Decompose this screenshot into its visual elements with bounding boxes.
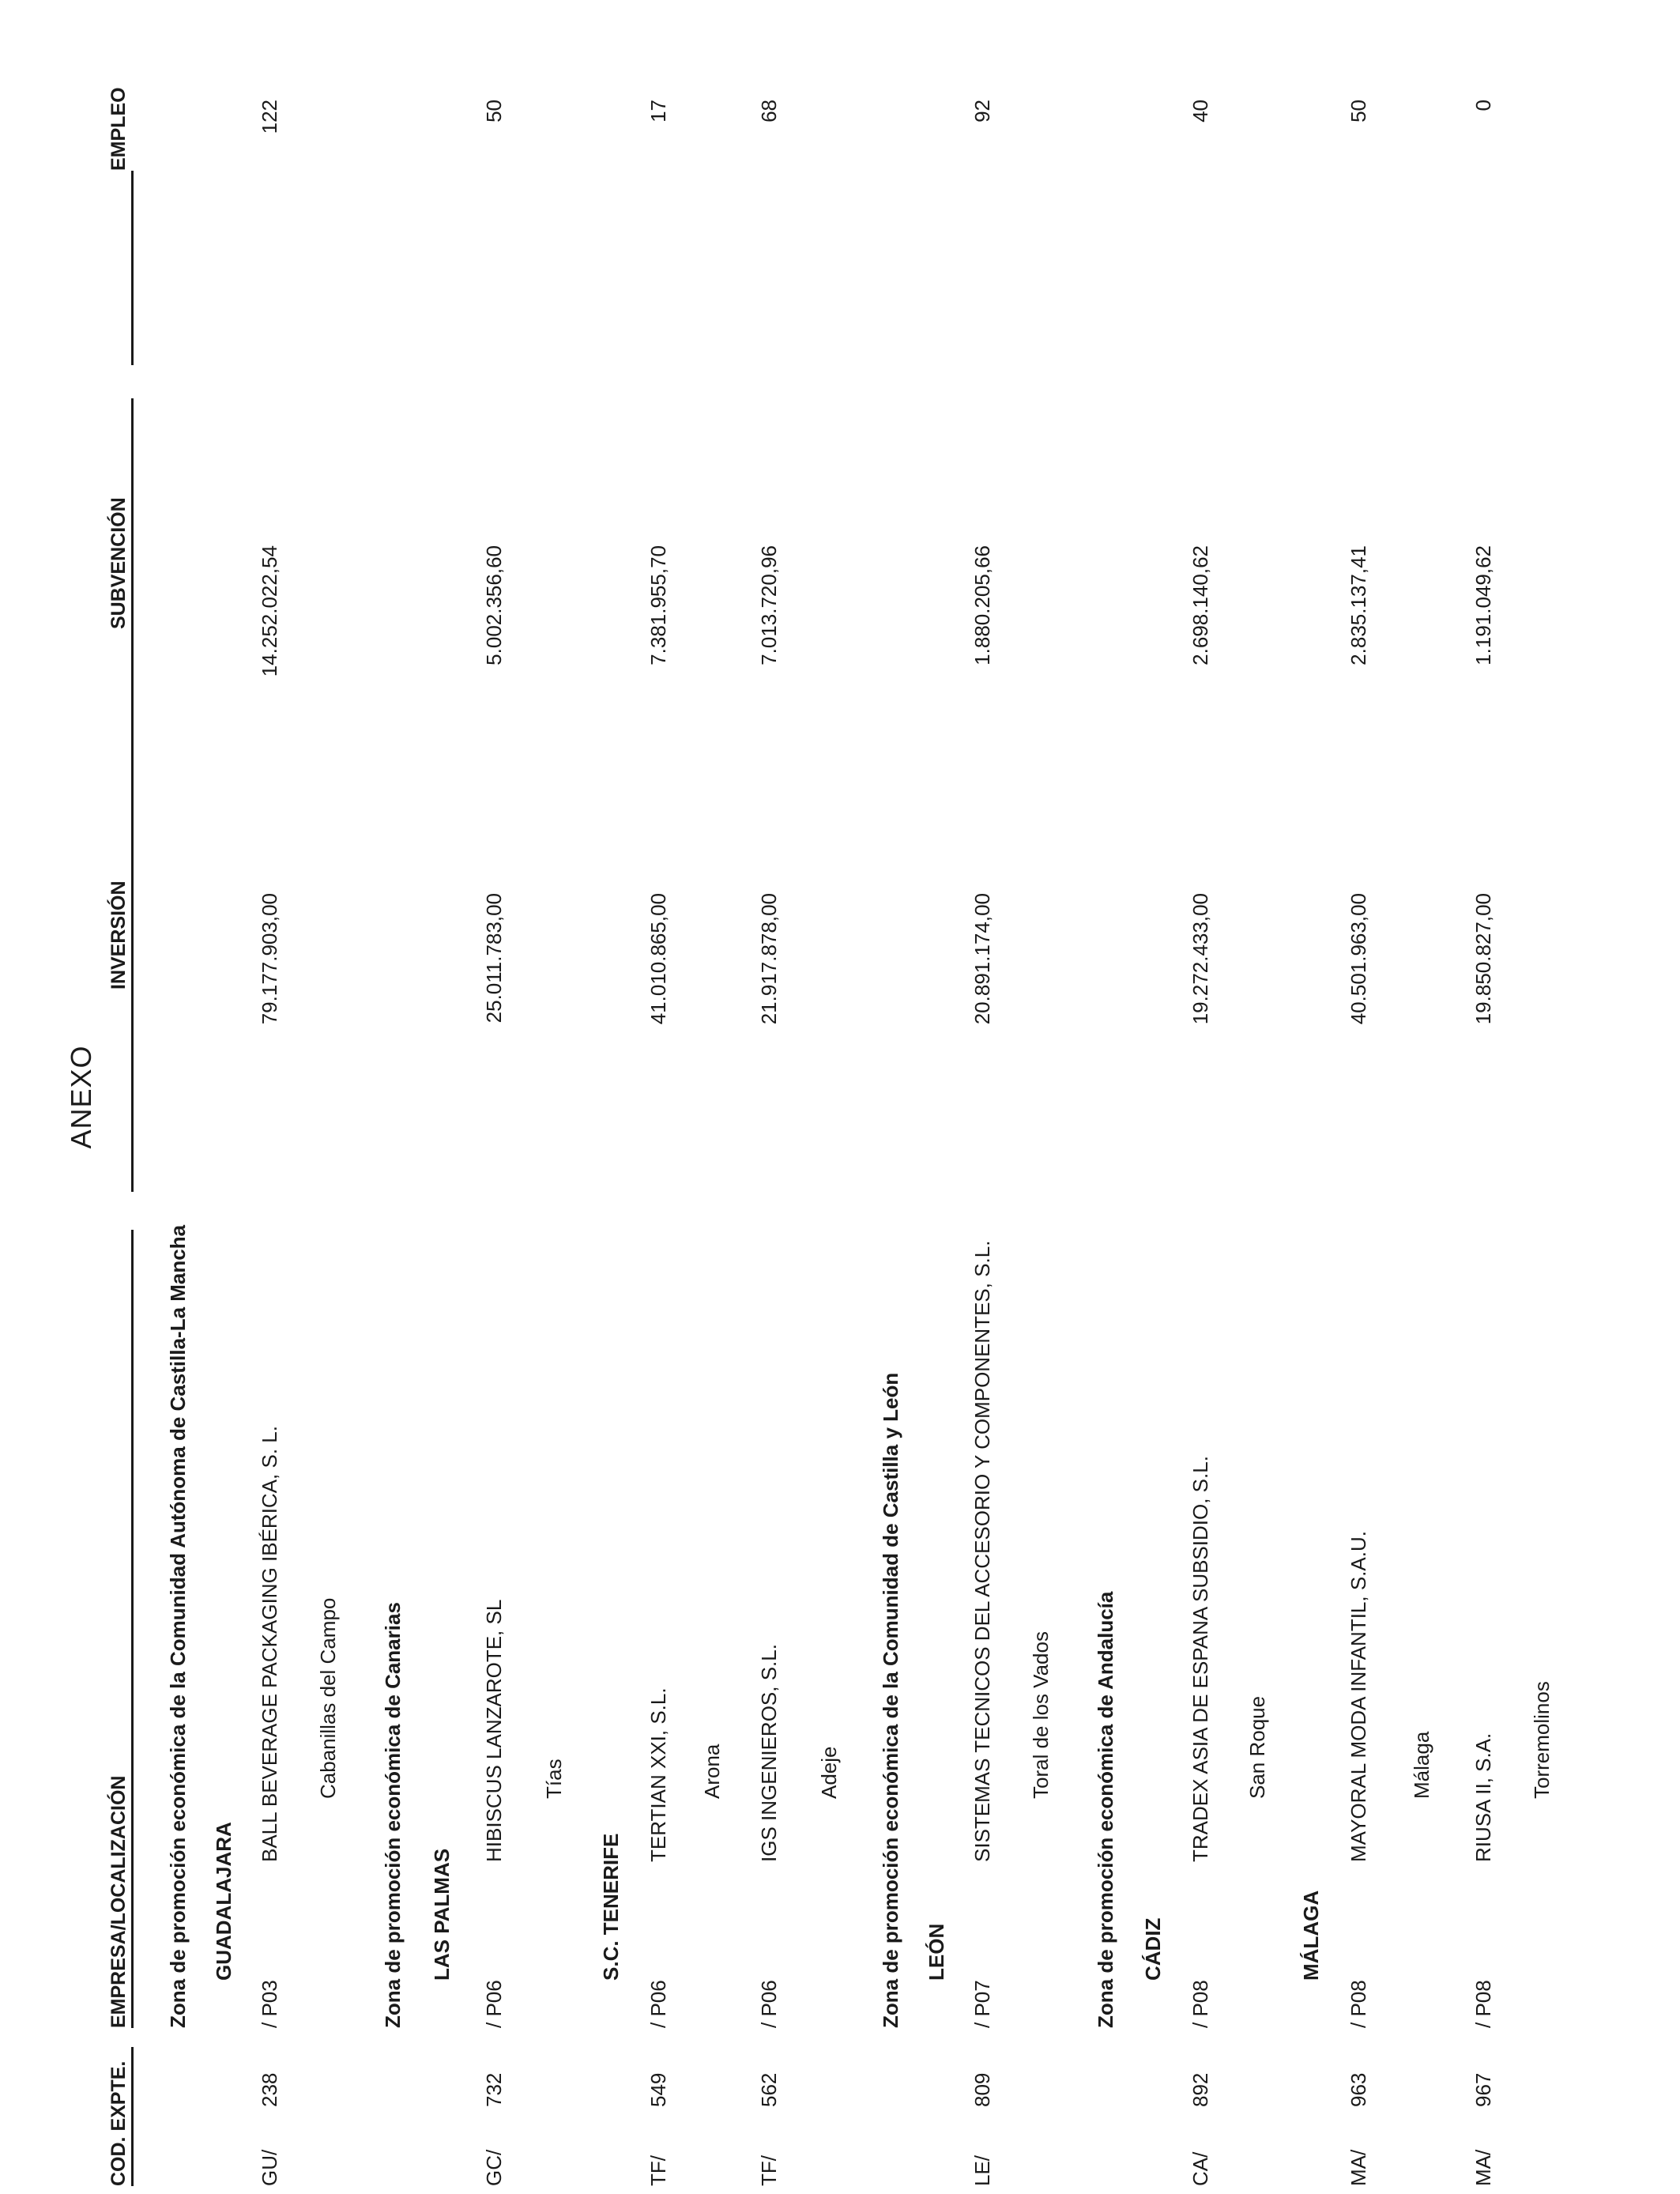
table-row [430, 0, 461, 2194]
subsidy-value: 2.835.137,41 [1347, 545, 1370, 665]
province-heading: S.C. TENERIFE [599, 1833, 623, 1981]
table-row [1347, 0, 1378, 2194]
employment-value: 40 [1188, 100, 1212, 123]
zone-heading: Zona de promoción económica de Canarias [381, 1602, 405, 2028]
table-row [1471, 0, 1503, 2194]
table-row [646, 0, 678, 2194]
header-code: COD. EXPTE. [107, 2060, 130, 2186]
company-name: MAYORAL MODA INFANTIL, S.A.U. [1347, 1531, 1370, 1862]
code-province: TF/ [646, 2155, 670, 2186]
table-row [1094, 0, 1125, 2194]
code-suffix: / P08 [1188, 1980, 1212, 2028]
header-subsidy: SUBVENCIÓN [107, 497, 130, 629]
code-number: 732 [482, 2072, 506, 2107]
investment-value: 20.891.174,00 [970, 893, 994, 1025]
code-province: TF/ [757, 2155, 781, 2186]
table-row [757, 0, 789, 2194]
table-row [482, 0, 514, 2194]
employment-value: 17 [646, 100, 670, 123]
table-row [1029, 0, 1060, 2194]
subsidy-value: 1.880.205,66 [970, 545, 994, 665]
zone-heading: Zona de promoción económica de la Comunidad Autónoma de Castilla-La Mancha [166, 1224, 190, 2028]
code-suffix: / P06 [482, 1980, 506, 2028]
page-title: ANEXO [65, 1045, 97, 1149]
location-text: Adeje [817, 1746, 841, 1799]
province-heading: LEÓN [925, 1923, 948, 1981]
table-row [258, 0, 289, 2194]
table-row [212, 0, 243, 2194]
table-row [1245, 0, 1277, 2194]
company-name: TERTIAN XXI, S.L. [646, 1687, 670, 1862]
employment-value: 122 [258, 100, 281, 134]
code-suffix: / P03 [258, 1980, 281, 2028]
table-row [925, 0, 956, 2194]
employment-value: 92 [970, 100, 994, 123]
header-investment: INVERSIÓN [107, 880, 130, 990]
table-row [1188, 0, 1220, 2194]
header-company: EMPRESA/LOCALIZACIÓN [107, 1775, 130, 2028]
code-suffix: / P06 [646, 1980, 670, 2028]
header-underline-company [131, 1230, 134, 2028]
code-suffix: / P07 [970, 1980, 994, 2028]
table-row [381, 0, 412, 2194]
code-province: CA/ [1188, 2151, 1212, 2186]
location-text: Málaga [1410, 1731, 1433, 1799]
subsidy-value: 7.381.955,70 [646, 545, 670, 665]
code-province: GU/ [258, 2149, 281, 2186]
investment-value: 79.177.903,00 [258, 893, 281, 1025]
province-heading: GUADALAJARA [212, 1822, 235, 1981]
company-name: IGS INGENIEROS, S.L. [757, 1644, 781, 1862]
header-underline-code [131, 2047, 134, 2186]
location-text: Torremolinos [1530, 1681, 1554, 1799]
zone-heading: Zona de promoción económica de Andalucía [1094, 1591, 1117, 2028]
zone-heading: Zona de promoción económica de la Comunidad de Castilla y León [879, 1372, 902, 2028]
table-row [166, 0, 198, 2194]
location-text: Arona [700, 1744, 724, 1799]
investment-value: 40.501.963,00 [1347, 893, 1370, 1025]
subsidy-value: 1.191.049,62 [1471, 545, 1495, 665]
code-province: GC/ [482, 2149, 506, 2186]
table-row [817, 0, 849, 2194]
subsidy-value: 7.013.720,96 [757, 545, 781, 665]
code-suffix: / P06 [757, 1980, 781, 2028]
code-number: 963 [1347, 2072, 1370, 2107]
location-text: Cabanillas del Campo [316, 1597, 340, 1799]
header-employment: EMPLEO [107, 87, 130, 171]
company-name: SISTEMAS TECNICOS DEL ACCESORIO Y COMPONENTES, S.L. [970, 1240, 994, 1862]
employment-value: 0 [1471, 100, 1495, 111]
table-row [1410, 0, 1441, 2194]
header-underline-employment [131, 171, 134, 365]
code-number: 238 [258, 2072, 281, 2107]
table-row [599, 0, 631, 2194]
code-number: 967 [1471, 2072, 1495, 2107]
employment-value: 50 [1347, 100, 1370, 123]
table-row [542, 0, 574, 2194]
location-text: Toral de los Vados [1029, 1631, 1053, 1799]
company-name: TRADEX ASIA DE ESPANA SUBSIDIO, S.L. [1188, 1456, 1212, 1862]
code-province: MA/ [1347, 2149, 1370, 2186]
investment-value: 19.850.827,00 [1471, 893, 1495, 1025]
table-row [316, 0, 348, 2194]
investment-value: 41.010.865,00 [646, 893, 670, 1025]
table-row [1530, 0, 1561, 2194]
company-name: RIUSA II, S.A. [1471, 1732, 1495, 1862]
investment-value: 25.011.783,00 [482, 893, 506, 1023]
employment-value: 50 [482, 100, 506, 123]
subsidy-value: 5.002.356,60 [482, 545, 506, 665]
table-row [700, 0, 732, 2194]
location-text: Tías [542, 1759, 566, 1799]
province-heading: LAS PALMAS [430, 1848, 454, 1981]
location-text: San Roque [1245, 1695, 1269, 1799]
province-heading: MÁLAGA [1299, 1890, 1323, 1981]
code-suffix: / P08 [1347, 1980, 1370, 2028]
code-number: 892 [1188, 2072, 1212, 2107]
header-underline-numbers [131, 398, 134, 1192]
table-row [1299, 0, 1331, 2194]
investment-value: 21.917.878,00 [757, 893, 781, 1025]
code-number: 562 [757, 2072, 781, 2107]
province-heading: CÁDIZ [1141, 1917, 1165, 1981]
company-name: HIBISCUS LANZAROTE, SL [482, 1599, 506, 1862]
subsidy-value: 2.698.140,62 [1188, 545, 1212, 665]
investment-value: 19.272.433,00 [1188, 893, 1212, 1025]
code-suffix: / P08 [1471, 1980, 1495, 2028]
table-row [970, 0, 1002, 2194]
code-number: 809 [970, 2072, 994, 2107]
code-province: MA/ [1471, 2149, 1495, 2186]
subsidy-value: 14.252.022,54 [258, 545, 281, 677]
code-province: LE/ [970, 2154, 994, 2186]
table-row [1141, 0, 1173, 2194]
table-row [879, 0, 910, 2194]
code-number: 549 [646, 2072, 670, 2107]
company-name: BALL BEVERAGE PACKAGING IBÉRICA, S. L. [258, 1426, 281, 1862]
employment-value: 68 [757, 100, 781, 123]
